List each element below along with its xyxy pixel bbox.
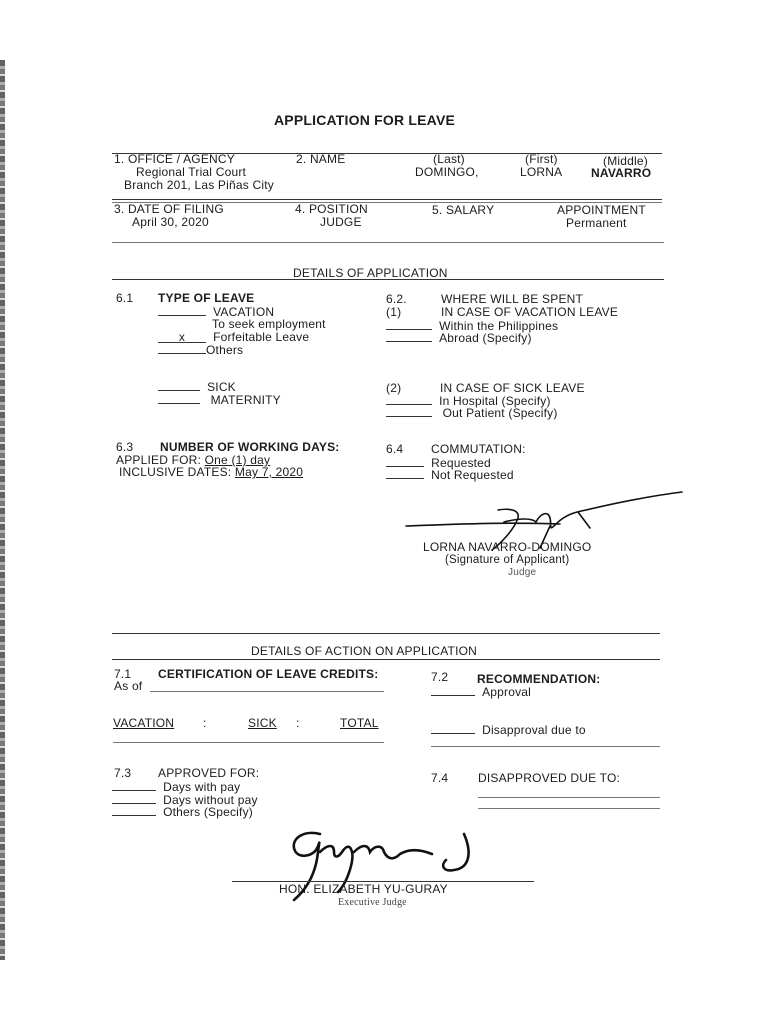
not-requested-option[interactable] <box>386 468 514 482</box>
requested-checkbox[interactable] <box>386 456 424 467</box>
divider <box>112 199 662 200</box>
abroad-checkbox[interactable] <box>386 331 432 342</box>
last-name-value: DOMINGO, <box>415 165 479 179</box>
salary-label: 5. SALARY <box>432 203 495 217</box>
in-hospital-label: In Hospital (Specify) <box>439 394 551 408</box>
disapproved-reason-line[interactable] <box>478 797 660 798</box>
applied-for-value[interactable]: One (1) day <box>204 453 271 467</box>
first-name-label: (First) <box>525 152 558 166</box>
position-label: 4. POSITION <box>295 202 368 216</box>
sick-case-heading: IN CASE OF SICK LEAVE <box>440 381 585 395</box>
section-7-1-number: 7.1 <box>114 667 132 681</box>
commutation-heading: COMMUTATION: <box>431 442 526 456</box>
out-patient-checkbox[interactable] <box>386 406 432 417</box>
within-ph-checkbox[interactable] <box>386 319 432 330</box>
others-specify-option[interactable] <box>112 805 253 819</box>
approver-name: HON. ELIZABETH YU-GURAY <box>279 882 448 896</box>
within-ph-label: Within the Philippines <box>439 319 559 333</box>
sick-checkbox[interactable] <box>158 380 200 391</box>
days-without-pay-label: Days without pay <box>163 793 258 807</box>
others-option[interactable] <box>158 343 243 357</box>
section-6-3-number: 6.3 <box>116 440 134 454</box>
disapproved-reason-line[interactable] <box>478 808 660 809</box>
vacation-case-number: (1) <box>386 305 402 319</box>
disapproval-option[interactable] <box>431 723 586 737</box>
as-of-line[interactable] <box>150 691 384 692</box>
divider <box>112 633 660 634</box>
not-requested-checkbox[interactable] <box>386 468 424 479</box>
days-with-pay-label: Days with pay <box>163 780 241 794</box>
section-6-1-number: 6.1 <box>116 291 134 305</box>
approver-title: Executive Judge <box>338 897 407 908</box>
approved-for-heading: APPROVED FOR: <box>158 766 260 780</box>
days-with-pay-blank[interactable] <box>112 780 156 791</box>
office-value-line2: Branch 201, Las Piñas City <box>124 178 274 192</box>
details-heading: DETAILS OF APPLICATION <box>293 266 448 280</box>
maternity-option[interactable] <box>158 393 281 407</box>
where-spent-heading: WHERE WILL BE SPENT <box>441 292 584 306</box>
appointment-value: Permanent <box>566 216 627 230</box>
approval-option[interactable] <box>431 685 531 699</box>
inclusive-dates-row <box>119 466 303 479</box>
section-7-4-number: 7.4 <box>431 771 449 785</box>
others-specify-blank[interactable] <box>112 805 156 816</box>
vacation-checkbox[interactable] <box>158 305 206 316</box>
disapproved-heading: DISAPPROVED DUE TO: <box>478 771 621 785</box>
approval-label: Approval <box>482 685 532 699</box>
inclusive-dates-label: INCLUSIVE DATES: <box>119 465 232 479</box>
first-name-value: LORNA <box>520 165 563 179</box>
appointment-label: APPOINTMENT <box>557 203 646 217</box>
days-with-pay-option[interactable] <box>112 780 240 794</box>
date-of-filing-label: 3. DATE OF FILING <box>114 202 224 216</box>
scan-edge <box>0 60 5 960</box>
section-7-2-number: 7.2 <box>431 670 449 684</box>
section-6-4-number: 6.4 <box>386 442 404 456</box>
requested-label: Requested <box>431 456 491 470</box>
section-6-2-number: 6.2. <box>386 292 407 306</box>
column-separator: : <box>203 716 207 730</box>
sick-option[interactable] <box>158 380 236 394</box>
applied-for-label: APPLIED FOR: <box>116 453 202 467</box>
forfeitable-label: Forfeitable Leave <box>213 330 310 344</box>
leave-credits-heading: CERTIFICATION OF LEAVE CREDITS: <box>158 667 379 681</box>
disapproval-checkbox[interactable] <box>431 723 475 734</box>
action-heading: DETAILS OF ACTION ON APPLICATION <box>251 644 477 658</box>
vacation-column: VACATION <box>113 716 175 730</box>
total-column: TOTAL <box>340 716 379 730</box>
out-patient-label: Out Patient (Specify) <box>442 406 558 420</box>
seek-employment-label: To seek employment <box>212 317 326 331</box>
office-value-line1: Regional Trial Court <box>136 165 247 179</box>
name-label: 2. NAME <box>296 152 346 166</box>
applicant-caption: (Signature of Applicant) <box>445 554 570 566</box>
middle-name-label: (Middle) <box>603 154 648 168</box>
working-days-heading: NUMBER OF WORKING DAYS: <box>160 440 340 454</box>
disapproval-label: Disapproval due to <box>482 723 586 737</box>
maternity-checkbox[interactable] <box>158 393 200 404</box>
office-label: 1. OFFICE / AGENCY <box>114 152 235 166</box>
disapproval-reason-line[interactable] <box>431 746 660 747</box>
divider <box>112 659 660 660</box>
applicant-title: Judge <box>508 567 537 578</box>
last-name-label: (Last) <box>433 152 465 166</box>
middle-name-value: NAVARRO <box>591 166 652 180</box>
inclusive-dates-value[interactable]: May 7, 2020 <box>234 465 304 479</box>
recommendation-heading: RECOMMENDATION: <box>477 672 601 686</box>
applicant-name: LORNA NAVARRO-DOMINGO <box>423 540 592 554</box>
sick-column: SICK <box>248 716 277 730</box>
vacation-case-heading: IN CASE OF VACATION LEAVE <box>441 305 619 319</box>
form-title: APPLICATION FOR LEAVE <box>274 112 456 128</box>
forfeitable-checkbox[interactable]: x <box>158 332 206 343</box>
type-of-leave-heading: TYPE OF LEAVE <box>158 291 255 305</box>
others-label: Others <box>206 343 244 357</box>
others-checkbox[interactable] <box>158 343 206 354</box>
sick-label: SICK <box>207 380 236 394</box>
days-without-pay-blank[interactable] <box>112 793 156 804</box>
others-specify-label: Others (Specify) <box>163 805 253 819</box>
approval-checkbox[interactable] <box>431 685 475 696</box>
date-of-filing-value: April 30, 2020 <box>132 215 209 229</box>
section-7-3-number: 7.3 <box>114 766 132 780</box>
not-requested-label: Not Requested <box>431 468 514 482</box>
abroad-option[interactable] <box>386 331 532 345</box>
column-separator: : <box>296 716 300 730</box>
vacation-label: VACATION <box>213 305 275 319</box>
maternity-label: MATERNITY <box>210 393 281 407</box>
abroad-label: Abroad (Specify) <box>439 331 532 345</box>
out-patient-option[interactable] <box>386 406 558 420</box>
credits-value-line[interactable] <box>113 742 384 743</box>
in-hospital-checkbox[interactable] <box>386 394 432 405</box>
sick-case-number: (2) <box>386 381 402 395</box>
position-value: JUDGE <box>320 215 362 229</box>
divider <box>112 279 664 280</box>
as-of-label: As of <box>114 679 143 693</box>
divider <box>112 242 664 243</box>
